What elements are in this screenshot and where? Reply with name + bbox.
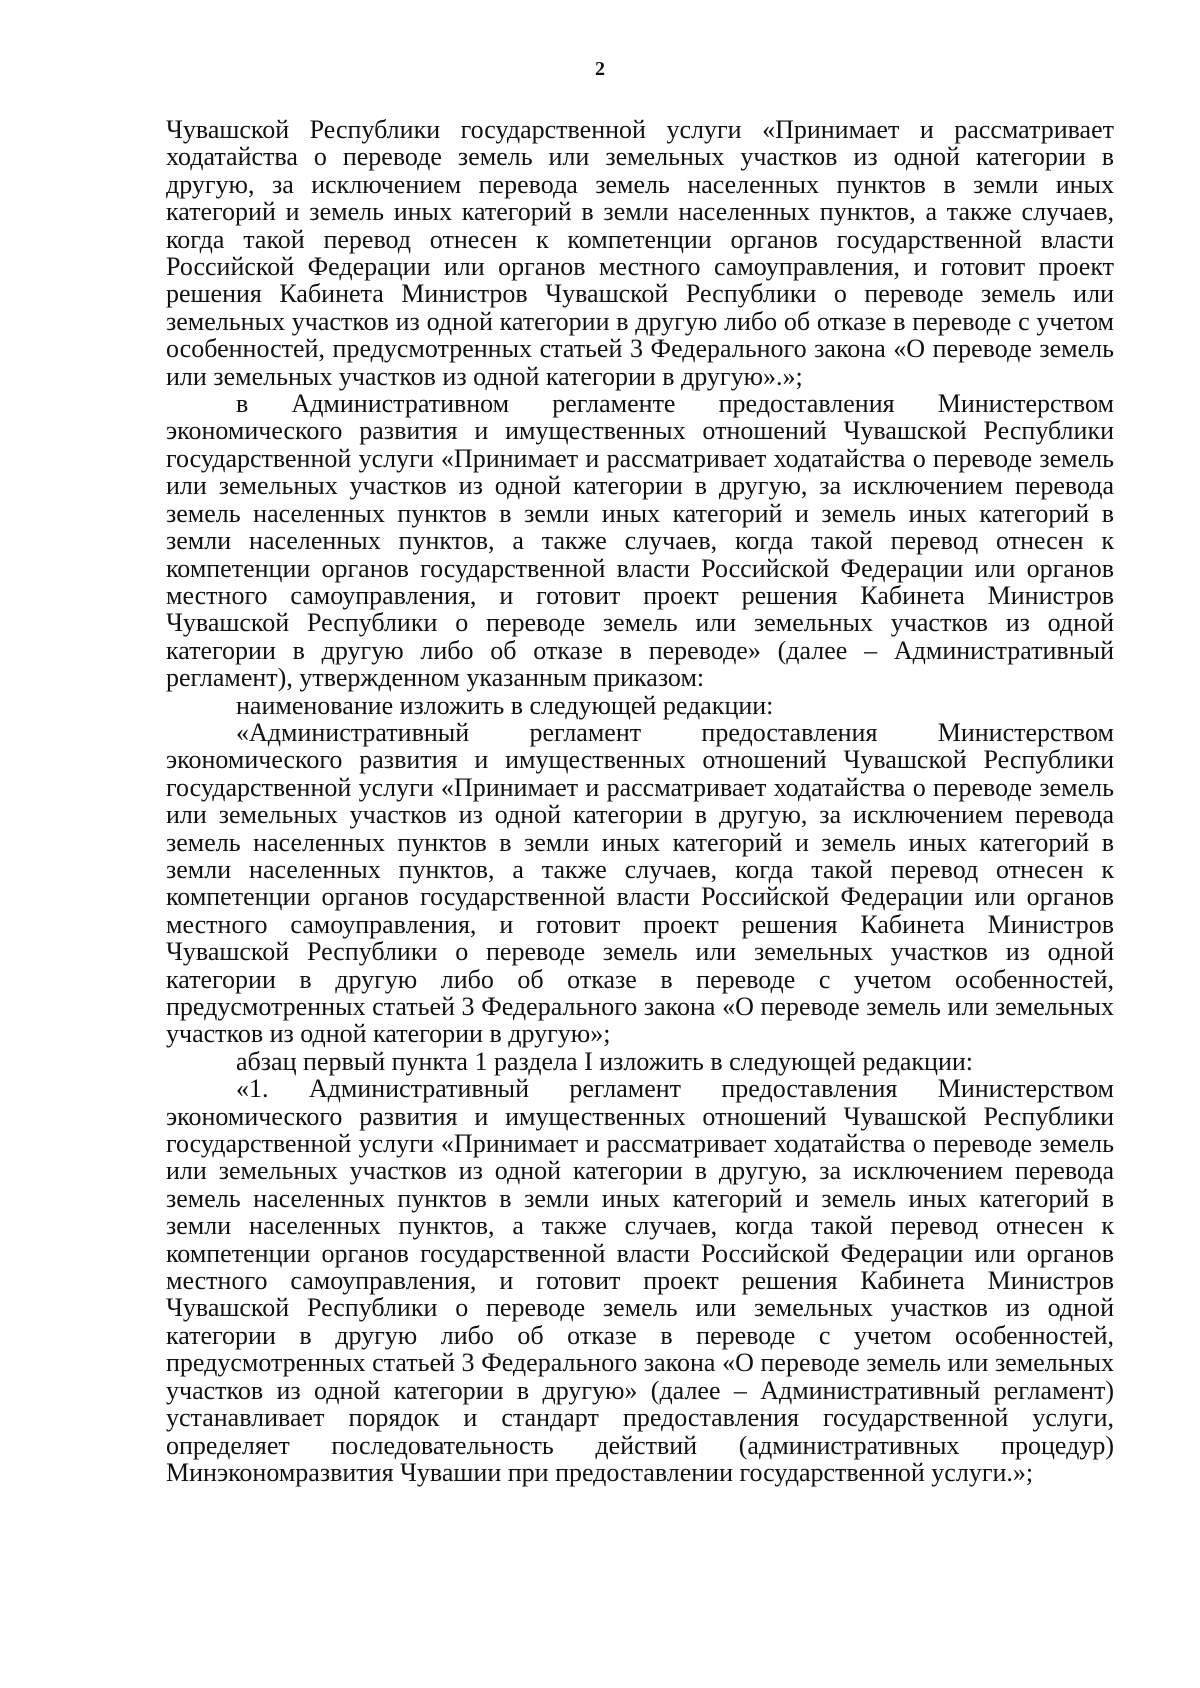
page-number: 2 [595,58,605,80]
paragraph-clause-change: абзац первый пункта 1 раздела I изложить в следующей редакции: [236,1046,974,1076]
paragraph-administrative-regulation: в Административном регламенте предоставления Министерством экономического развития и имущественных отношений Чувашской Республики государственной услуги «Принимает и рассматривает ходатайства о переводе земель или земельных участков из одной категории в другую, за исключением перевода земель населенных пунктов в земли иных категорий и земель иных категорий в земли населенных пунктов, а также случаев, когда такой перевод отнесен к компетенции органов государственной власти Российской Федерации или органов местного самоуправления, и готовит проект решения Кабинета Министров Чувашской Республики о переводе земель или земельных участков из одной категории в другую либо об отказе в переводе» (далее – Административный регламент), утвержденном указанным приказом: [166,389,1114,693]
paragraph-new-title: «Административный регламент предоставления Министерством экономического развития и имущественных отношений Чувашской Республики государственной услуги «Принимает и рассматривает ходатайства о переводе земель или земельных участков из одной категории в другую, за исключением перевода земель населенных пунктов в земли иных категорий и земель иных категорий в земли населенных пунктов, а также случаев, когда такой перевод отнесен к компетенции органов государственной власти Российской Федерации или органов местного самоуправления, и готовит проект решения Кабинета Министров Чувашской Республики о переводе земель или земельных участков из одной категории в другую либо об отказе в переводе с учетом особенностей, предусмотренных статьей 3 Федерального закона «О переводе земель или земельных участков из одной категории в другую»; [166,717,1114,1049]
paragraph-new-clause: «1. Административный регламент предоставления Министерством экономического развития и имущественных отношений Чувашской Республики государственной услуги «Принимает и рассматривает ходатайства о переводе земель или земельных участков из одной категории в другую, за исключением перевода земель населенных пунктов в земли иных категорий и земель иных категорий в земли населенных пунктов, а также случаев, когда такой перевод отнесен к компетенции органов государственной власти Российской Федерации или органов местного самоуправления, и готовит проект решения Кабинета Министров Чувашской Республики о переводе земель или земельных участков из одной категории в другую либо об отказе в переводе с учетом особенностей, предусмотренных статьей 3 Федерального закона «О переводе земель или земельных участков из одной категории в другую» (далее – Административный регламент) устанавливает порядок и стандарт предоставления государственной услуги, определяет последовательность действий (административных процедур) Минэкономразвития Чувашии при предоставлении государственной услуги.»; [166,1074,1114,1487]
paragraph-continuation: Чувашской Республики государственной услуги «Принимает и рассматривает ходатайства о переводе земель или земельных участков из одной категории в другую, за исключением перевода земель населенных пунктов в земли иных категорий и земель иных категорий в земли населенных пунктов, а также случаев, когда такой перевод отнесен к компетенции органов государственной власти Российской Федерации или органов местного самоуправления, и готовит проект решения Кабинета Министров Чувашской Республики о переводе земель или земельных участков из одной категории в другую либо об отказе в переводе с учетом особенностей, предусмотренных статьей 3 Федерального закона «О переводе земель или земельных участков из одной категории в другую».»; [166,115,1114,391]
paragraph-title-change: наименование изложить в следующей редакции: [236,690,774,720]
document-body [166,116,1114,1486]
